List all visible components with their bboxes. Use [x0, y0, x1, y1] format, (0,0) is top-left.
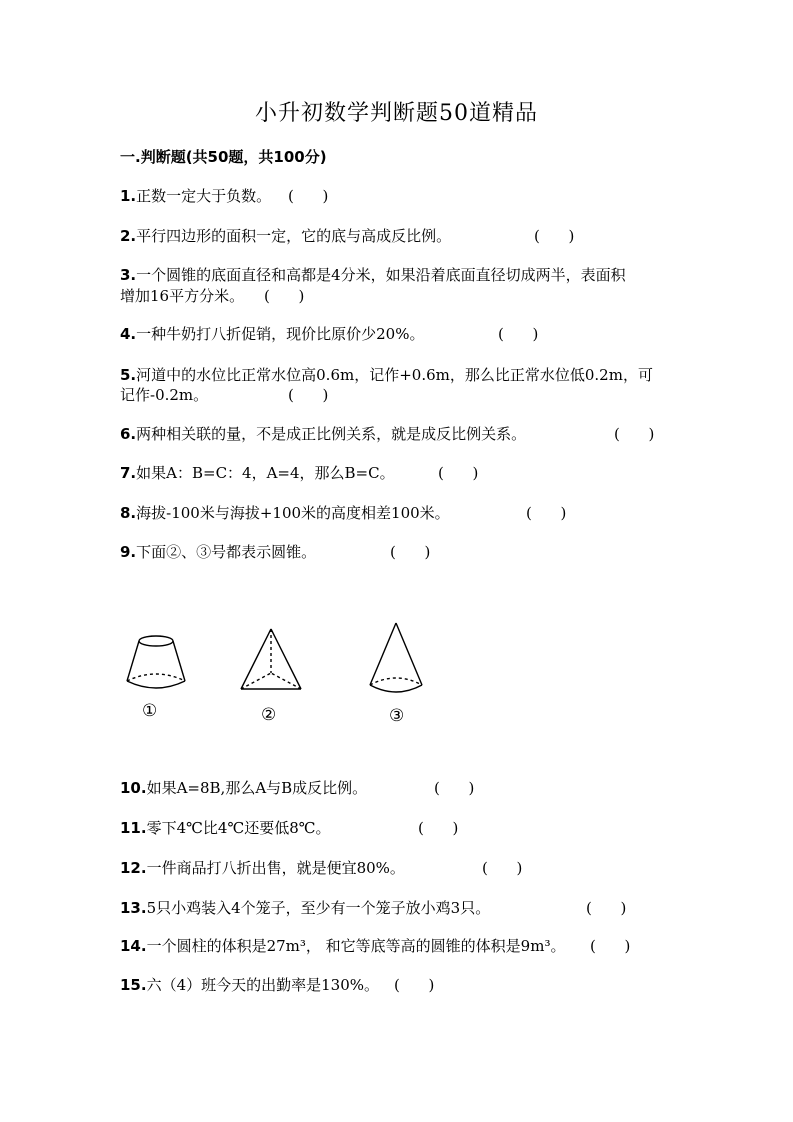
question-text: 5只小鸡装入4个笼子，至少有一个笼子放小鸡3只。 [146, 899, 491, 917]
question-7 [120, 462, 479, 484]
question-text-line1: 河道中的水位比正常水位高0.6m，记作+0.6m，那么比正常水位低0.2m，可 [136, 366, 653, 384]
question-number: 10. [120, 779, 147, 797]
question-text: 六（4）班今天的出勤率是130%。 [146, 976, 380, 994]
question-number: 14. [120, 937, 147, 955]
answer-blank[interactable]: ( ) [586, 899, 627, 917]
pyramid-shape [241, 629, 301, 689]
question-text-line2: 记作-0.2m。 [120, 386, 209, 404]
question-15 [120, 974, 435, 996]
question-number: 15. [120, 976, 147, 994]
question-text: 正数一定大于负数。 [136, 187, 272, 205]
answer-blank[interactable]: ( ) [264, 287, 305, 305]
question-text: 一种牛奶打八折促销，现价比原价少20%。 [136, 325, 425, 343]
answer-blank[interactable]: ( ) [288, 386, 329, 404]
question-5 [120, 364, 653, 386]
question-text-line1: 一个圆锥的底面直径和高都是4分米，如果沿着底面直径切成两半，表面积 [136, 266, 626, 284]
answer-blank[interactable]: ( ) [390, 543, 431, 561]
question-6 [120, 423, 655, 445]
question-2 [120, 225, 575, 247]
section-heading: 一.判断题(共50题，共100分) [120, 148, 327, 166]
question-text: 零下4℃比4℃还要低8℃。 [146, 819, 331, 837]
question-number: 11. [120, 819, 147, 837]
answer-blank[interactable]: ( ) [498, 325, 539, 343]
question-text: 平行四边形的面积一定，它的底与高成反比例。 [136, 227, 452, 245]
question-11 [120, 817, 459, 839]
question-number: 3. [120, 266, 137, 284]
question-4 [120, 323, 539, 345]
question-number: 5. [120, 366, 137, 384]
answer-blank[interactable]: ( ) [526, 504, 567, 522]
question-text: 两种相关联的量，不是成正比例关系，就是成反比例关系。 [136, 425, 527, 443]
question-text-line2: 增加16平方分米。 [120, 287, 245, 305]
question-text: 如果A=8B,那么A与B成反比例。 [146, 779, 368, 797]
question-number: 6. [120, 425, 137, 443]
figure-label-3: ③ [389, 706, 405, 726]
answer-blank[interactable]: ( ) [438, 464, 479, 482]
question-number: 12. [120, 859, 147, 877]
frustum-shape [127, 636, 185, 688]
question-8 [120, 502, 567, 524]
question-12 [120, 857, 523, 879]
question-text: 如果A：B=C：4，A=4，那么B=C。 [136, 464, 395, 482]
question-number: 1. [120, 187, 137, 205]
question-number: 8. [120, 504, 137, 522]
question-text: 一件商品打八折出售，就是便宜80%。 [146, 859, 405, 877]
question-number: 13. [120, 899, 147, 917]
question-text: 海拔-100米与海拔+100米的高度相差100米。 [136, 504, 450, 522]
answer-blank[interactable]: ( ) [534, 227, 575, 245]
question-text: 下面②、③号都表示圆锥。 [136, 543, 317, 561]
question-3 [120, 264, 626, 286]
question-1 [120, 185, 329, 207]
answer-blank[interactable]: ( ) [418, 819, 459, 837]
page-title: 小升初数学判断题50道精品 [255, 101, 538, 126]
question-number: 9. [120, 543, 137, 561]
answer-blank[interactable]: ( ) [614, 425, 655, 443]
answer-blank[interactable]: ( ) [288, 187, 329, 205]
question-10 [120, 777, 475, 799]
question-5-cont [120, 384, 329, 406]
answer-blank[interactable]: ( ) [394, 976, 435, 994]
question-text: 一个圆柱的体积是27m³， 和它等底等高的圆锥的体积是9m³。 [146, 937, 566, 955]
figure-label-1: ① [142, 701, 158, 721]
question-number: 2. [120, 227, 137, 245]
answer-blank[interactable]: ( ) [590, 937, 631, 955]
figure-label-2: ② [261, 705, 277, 725]
question-number: 4. [120, 325, 137, 343]
question-13 [120, 897, 627, 919]
question-3-cont [120, 285, 305, 307]
answer-blank[interactable]: ( ) [482, 859, 523, 877]
question-14 [120, 935, 631, 957]
solids-figure [120, 615, 440, 735]
question-9 [120, 541, 431, 563]
answer-blank[interactable]: ( ) [434, 779, 475, 797]
question-number: 7. [120, 464, 137, 482]
cone-shape [370, 623, 422, 692]
